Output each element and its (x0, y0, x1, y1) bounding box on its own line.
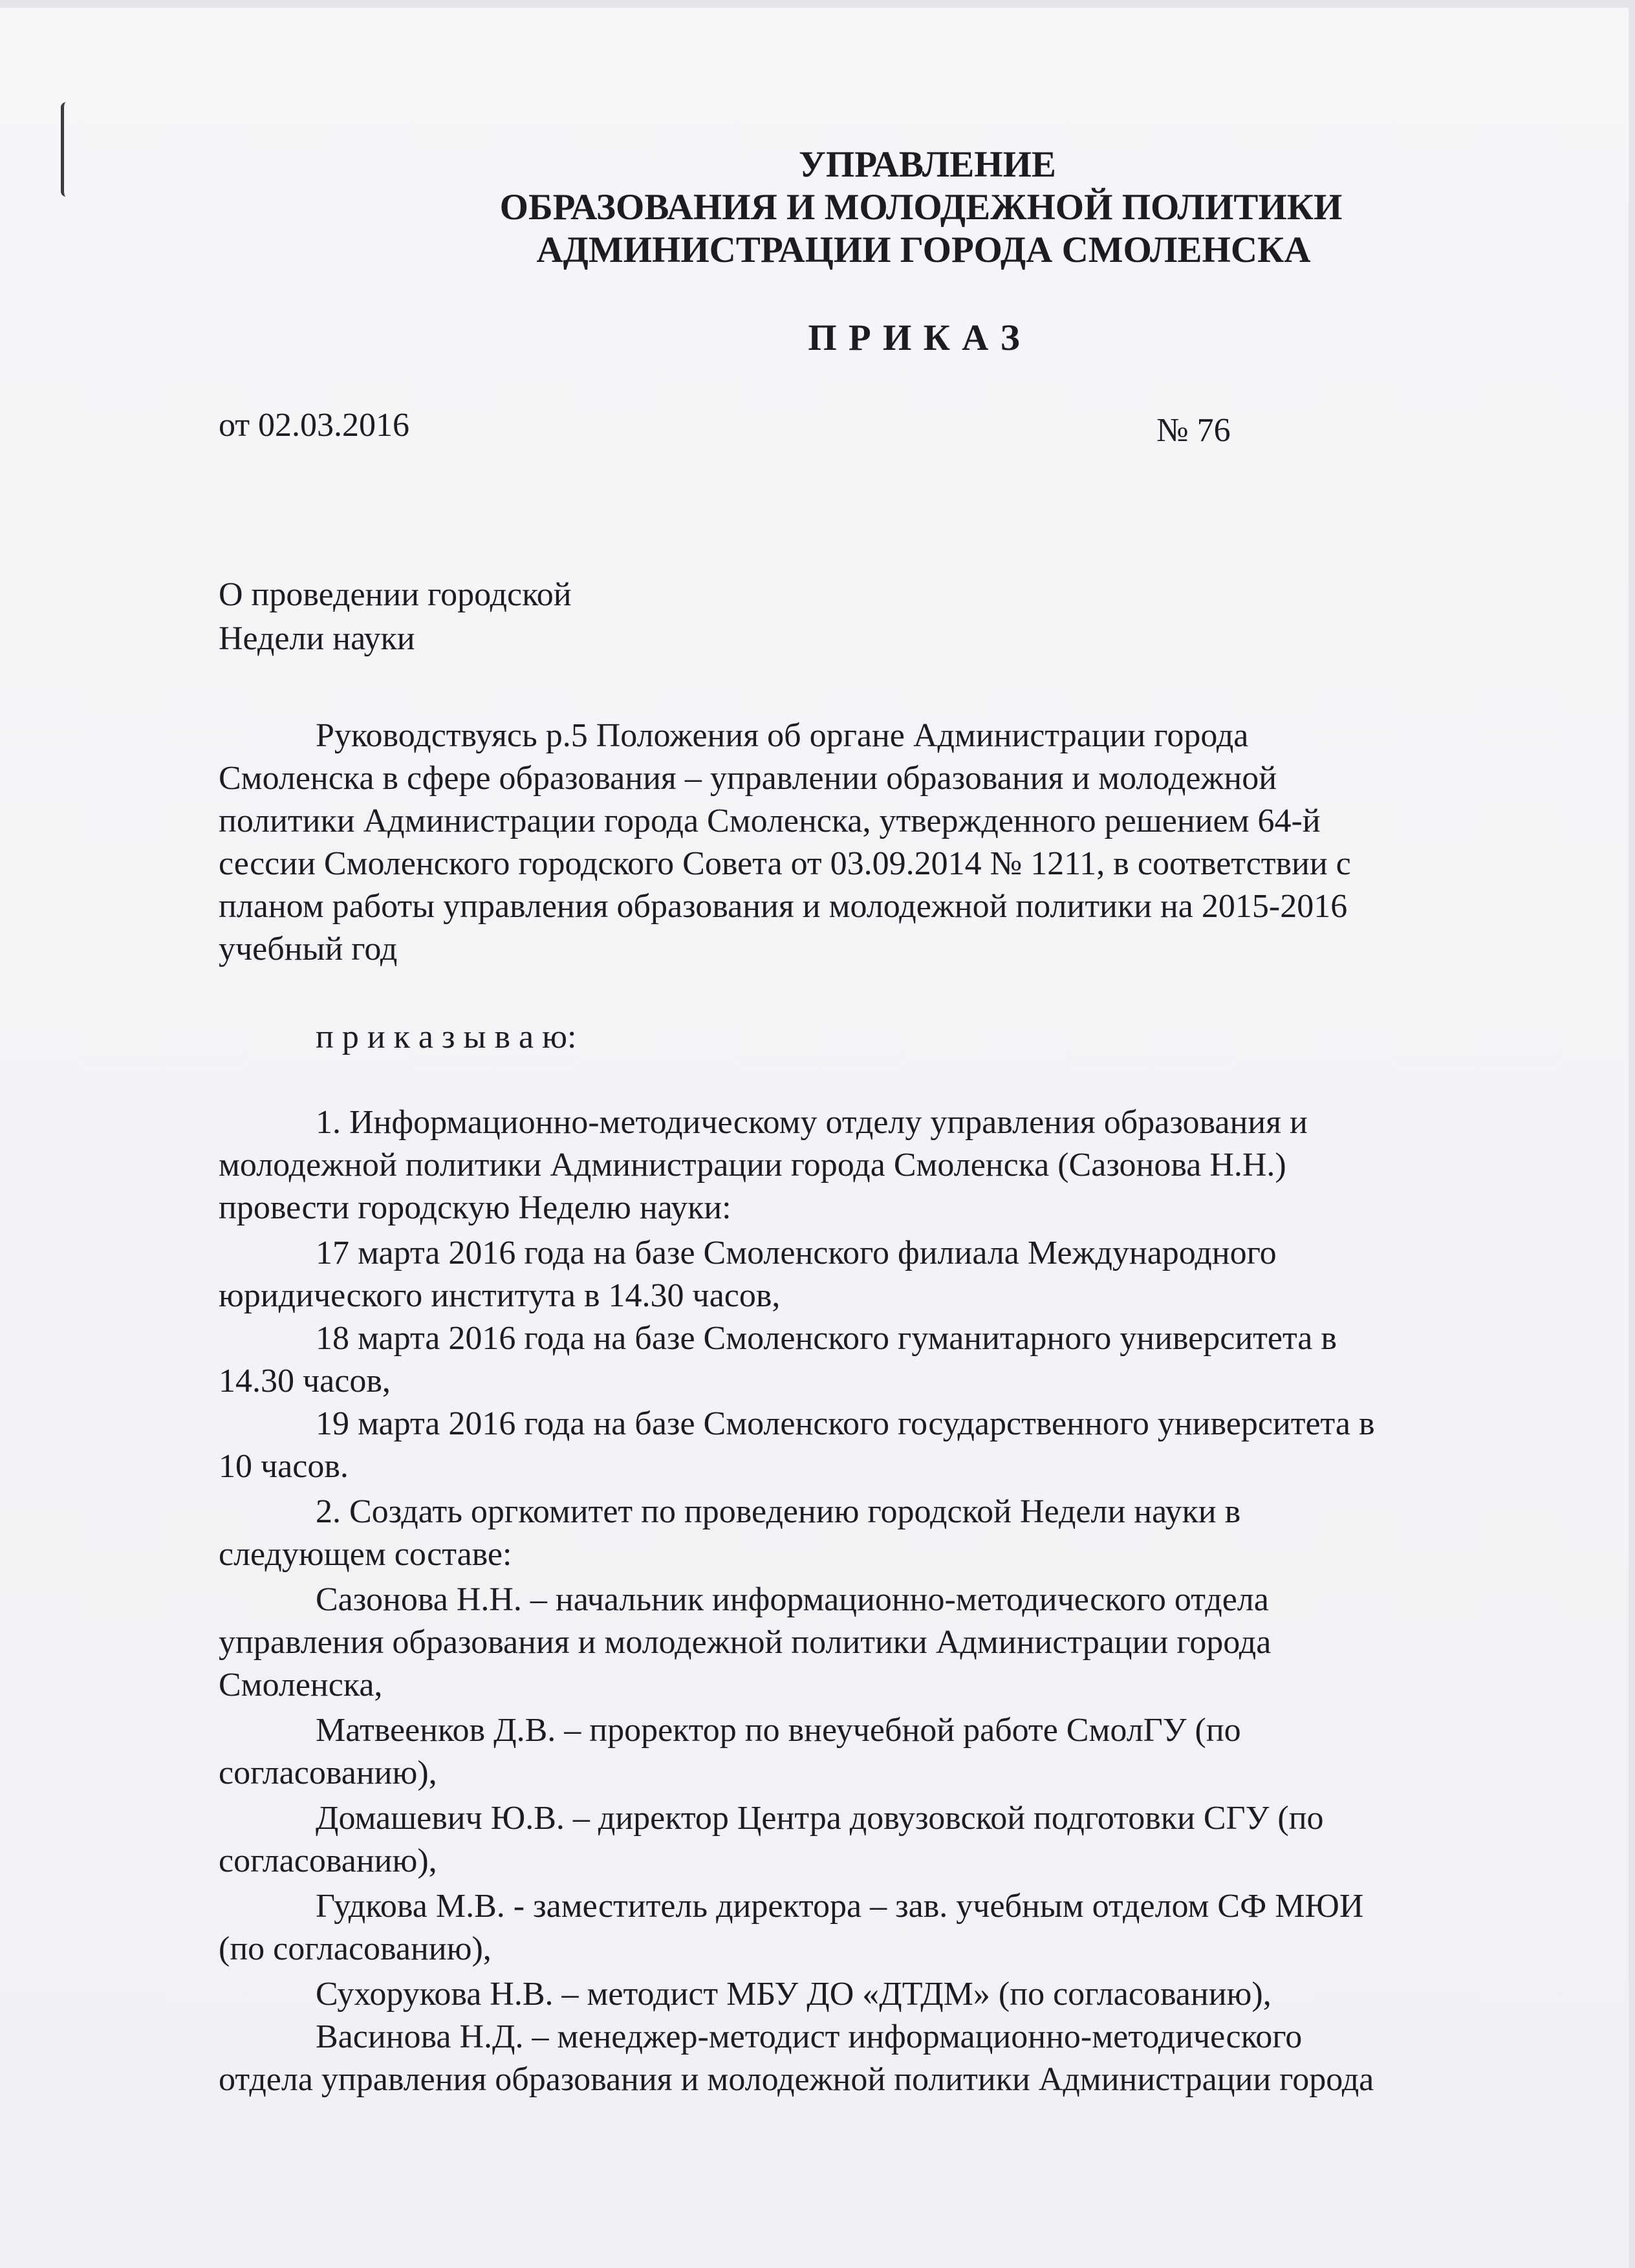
scan-top-edge (0, 0, 1635, 8)
member-5-line-1: Сухорукова Н.В. – методист МБУ ДО «ДТДМ» (по согласованию), (316, 1976, 1272, 2013)
preamble-line-5: планом работы управления образования и молодежной политики на 2015-2016 (219, 888, 1348, 925)
member-1-line-2: управления образования и молодежной политики Администрации города (219, 1624, 1272, 1661)
member-4-line-2: (по согласованию), (219, 1930, 492, 1967)
document-type: П Р И К А З (808, 318, 1021, 358)
event-2-line-2: 14.30 часов, (219, 1363, 391, 1399)
member-1-line-3: Смоленска, (219, 1667, 383, 1703)
member-3-line-2: согласованию), (219, 1842, 437, 1879)
member-1-line-1: Сазонова Н.Н. – начальник информационно-методического отдела (316, 1581, 1269, 1618)
preamble-line-1: Руководствуясь р.5 Положения об органе Администрации города (316, 717, 1249, 754)
event-1-line-1: 17 марта 2016 года на базе Смоленского филиала Международного (316, 1235, 1277, 1271)
subject-line-2: Недели науки (219, 620, 415, 657)
event-3-line-1: 19 марта 2016 года на базе Смоленского государственного университета в (316, 1405, 1375, 1442)
item1-line-3: провести городскую Неделю науки: (219, 1189, 731, 1226)
event-3-line-2: 10 часов. (219, 1448, 349, 1485)
member-6-line-2: отдела управления образования и молодежной политики Администрации города (219, 2061, 1374, 2098)
binder-hole-mark (61, 102, 74, 197)
event-2-line-1: 18 марта 2016 года на базе Смоленского гуманитарного университета в (316, 1320, 1337, 1357)
preamble-line-4: сессии Смоленского городского Совета от 03.09.2014 № 1211, в соответствии с (219, 845, 1351, 882)
item2-line-1: 2. Создать оргкомитет по проведению городской Недели науки в (316, 1493, 1241, 1530)
header-line-2: ОБРАЗОВАНИЯ И МОЛОДЕЖНОЙ ПОЛИТИКИ (499, 187, 1343, 228)
member-6-line-1: Васинова Н.Д. – менеджер-методист информационно-методического (316, 2018, 1303, 2055)
subject-line-1: О проведении городской (219, 576, 572, 613)
member-4-line-1: Гудкова М.В. - заместитель директора – зав. учебным отделом СФ МЮИ (316, 1888, 1364, 1925)
member-2-line-2: согласованию), (219, 1755, 437, 1791)
order-word: п р и к а з ы в а ю: (316, 1019, 577, 1055)
member-3-line-1: Домашевич Ю.В. – директор Центра довузовской подготовки СГУ (по (316, 1800, 1324, 1837)
item1-line-1: 1. Информационно-методическому отделу управления образования и (316, 1104, 1308, 1141)
item2-line-2: следующем составе: (219, 1536, 512, 1573)
order-number: № 76 (1156, 412, 1231, 449)
order-date: от 02.03.2016 (219, 407, 410, 444)
header-line-1: УПРАВЛЕНИЕ (799, 144, 1056, 185)
preamble-line-6: учебный год (219, 931, 398, 967)
preamble-line-2: Смоленска в сфере образования – управлении образования и молодежной (219, 760, 1277, 797)
event-1-line-2: юридического института в 14.30 часов, (219, 1277, 781, 1314)
item1-line-2: молодежной политики Администрации города Смоленска (Сазонова Н.Н.) (219, 1147, 1286, 1183)
header-line-3: АДМИНИСТРАЦИИ ГОРОДА СМОЛЕНСКА (536, 230, 1311, 270)
preamble-line-3: политики Администрации города Смоленска, утвержденного решением 64-й (219, 803, 1321, 839)
member-2-line-1: Матвеенков Д.В. – проректор по внеучебной работе СмолГУ (по (316, 1712, 1241, 1749)
